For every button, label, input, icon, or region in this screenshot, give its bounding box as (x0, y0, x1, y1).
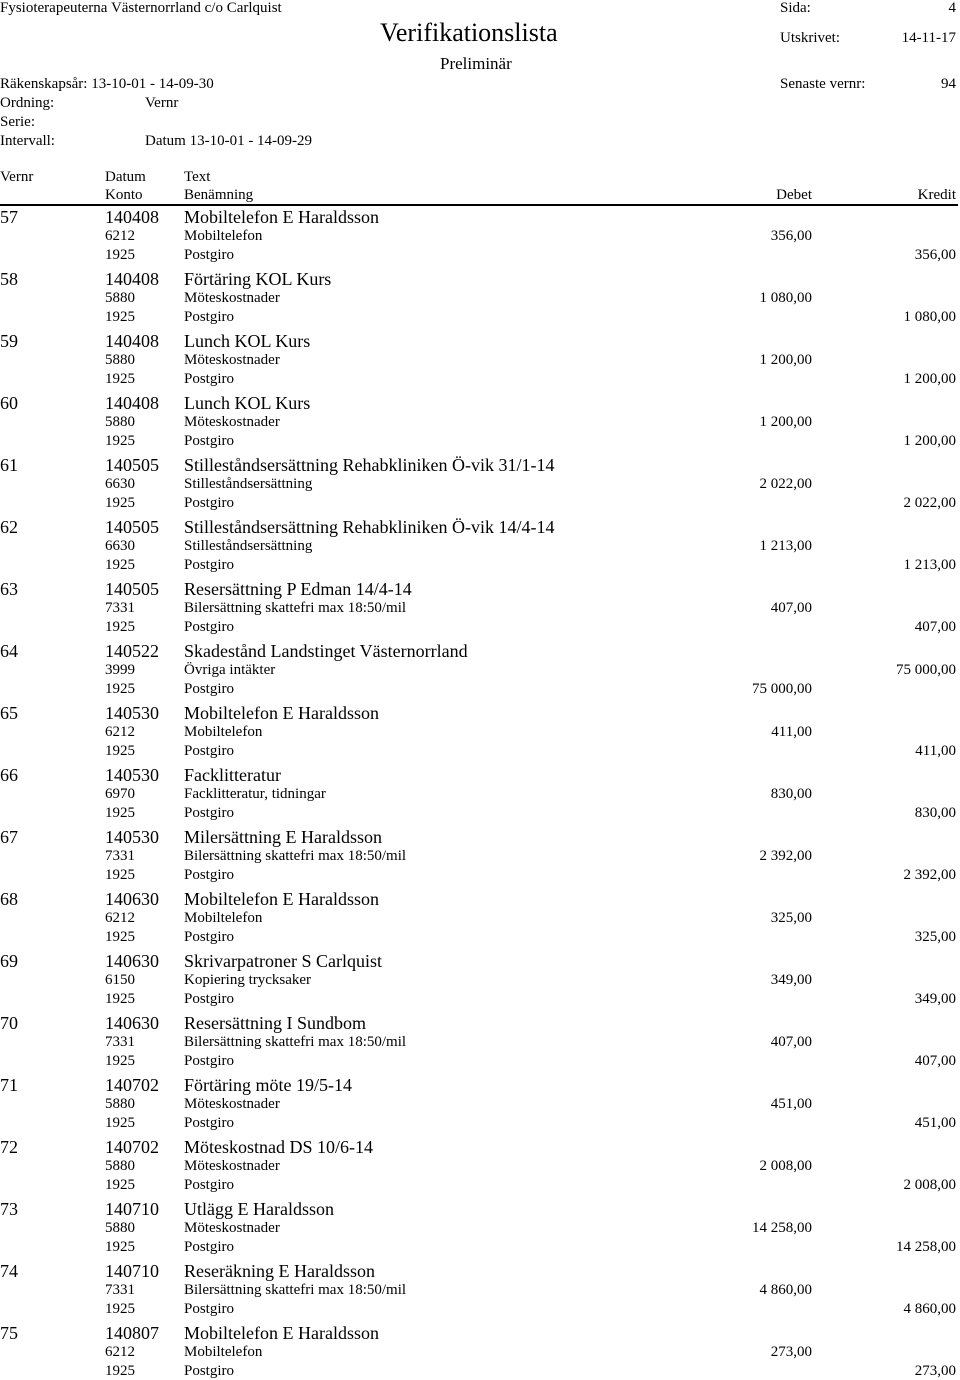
report-title: Verifikationslista (380, 18, 558, 47)
account-number: 1925 (105, 495, 135, 511)
account-number: 1925 (105, 433, 135, 449)
voucher-text: Facklitteratur (184, 765, 281, 785)
voucher-text: Mobiltelefon E Haraldsson (184, 703, 379, 723)
account-name: Postgiro (184, 1053, 235, 1069)
voucher-text: Reseräkning E Haraldsson (184, 1261, 375, 1281)
voucher-text: Skrivarpatroner S Carlquist (184, 951, 382, 971)
debit-amount: 14 258,00 (752, 1220, 812, 1236)
account-number: 1925 (105, 557, 135, 573)
debit-amount: 2 392,00 (759, 848, 812, 864)
voucher-date: 140630 (105, 951, 159, 971)
account-name: Möteskostnader (184, 1220, 280, 1236)
credit-amount: 1 080,00 (903, 309, 956, 325)
company-name: Fysioterapeuterna Västernorrland c/o Carlquist (0, 0, 282, 16)
account-number: 6630 (105, 538, 135, 554)
voucher-number: 66 (0, 765, 18, 785)
account-name: Stilleståndsersättning (184, 538, 313, 554)
voucher-text: Resersättning P Edman 14/4-14 (184, 579, 412, 599)
credit-amount: 830,00 (914, 805, 956, 821)
debit-amount: 1 200,00 (759, 414, 812, 430)
voucher-number: 61 (0, 455, 18, 475)
voucher-number: 62 (0, 517, 18, 537)
account-number: 5880 (105, 352, 135, 368)
account-number: 5880 (105, 1158, 135, 1174)
voucher-date: 140702 (105, 1075, 159, 1095)
account-number: 6212 (105, 724, 135, 740)
credit-amount: 356,00 (914, 247, 956, 263)
voucher-date: 140505 (105, 517, 159, 537)
voucher-text: Skadestånd Landstinget Västernorrland (184, 641, 468, 661)
voucher-text: Mobiltelefon E Haraldsson (184, 889, 379, 909)
account-number: 1925 (105, 1177, 135, 1193)
credit-amount: 451,00 (914, 1115, 956, 1131)
account-number: 6212 (105, 1344, 135, 1360)
voucher-number: 68 (0, 889, 18, 909)
voucher-date: 140530 (105, 765, 159, 785)
account-name: Möteskostnader (184, 1158, 280, 1174)
account-number: 1925 (105, 929, 135, 945)
account-number: 6970 (105, 786, 135, 802)
voucher-number: 64 (0, 641, 18, 661)
voucher-text: Möteskostnad DS 10/6-14 (184, 1137, 373, 1157)
voucher-number: 70 (0, 1013, 18, 1033)
voucher-date: 140530 (105, 827, 159, 847)
account-name: Postgiro (184, 557, 235, 573)
credit-amount: 1 200,00 (903, 371, 956, 387)
voucher-date: 140408 (105, 269, 159, 289)
voucher-text: Utlägg E Haraldsson (184, 1199, 334, 1219)
debit-amount: 349,00 (770, 972, 812, 988)
account-name: Möteskostnader (184, 414, 280, 430)
voucher-date: 140522 (105, 641, 159, 661)
report-subtitle: Preliminär (440, 54, 512, 73)
printed-date: 14-11-17 (901, 30, 956, 46)
account-name: Postgiro (184, 619, 235, 635)
debit-amount: 75 000,00 (752, 681, 812, 697)
account-number: 5880 (105, 290, 135, 306)
voucher-date: 140702 (105, 1137, 159, 1157)
account-name: Postgiro (184, 681, 235, 697)
credit-amount: 4 860,00 (903, 1301, 956, 1317)
credit-amount: 1 213,00 (903, 557, 956, 573)
account-number: 5880 (105, 1096, 135, 1112)
account-number: 1925 (105, 1115, 135, 1131)
account-name: Möteskostnader (184, 352, 280, 368)
account-number: 1925 (105, 743, 135, 759)
debit-amount: 356,00 (770, 228, 812, 244)
voucher-text: Mobiltelefon E Haraldsson (184, 207, 379, 227)
account-name: Bilersättning skattefri max 18:50/mil (184, 1034, 407, 1050)
account-name: Bilersättning skattefri max 18:50/mil (184, 848, 407, 864)
credit-amount: 411,00 (915, 743, 956, 759)
account-number: 6212 (105, 910, 135, 926)
voucher-text: Lunch KOL Kurs (184, 331, 311, 351)
voucher-number: 71 (0, 1075, 18, 1095)
voucher-date: 140710 (105, 1199, 159, 1219)
account-name: Bilersättning skattefri max 18:50/mil (184, 1282, 407, 1298)
debit-amount: 451,00 (770, 1096, 812, 1112)
account-name: Postgiro (184, 309, 235, 325)
col-kredit: Kredit (917, 187, 956, 203)
account-number: 1925 (105, 867, 135, 883)
col-vernr: Vernr (0, 169, 34, 185)
account-name: Postgiro (184, 371, 235, 387)
voucher-text: Stilleståndsersättning Rehabkliniken Ö-vik 31/1-14 (184, 455, 555, 475)
account-name: Postgiro (184, 1115, 235, 1131)
credit-amount: 349,00 (914, 991, 956, 1007)
account-name: Stilleståndsersättning (184, 476, 313, 492)
printed-label: Utskrivet: (780, 30, 840, 46)
voucher-date: 140807 (105, 1323, 159, 1343)
voucher-number: 57 (0, 207, 18, 227)
account-name: Mobiltelefon (184, 910, 263, 926)
account-number: 1925 (105, 371, 135, 387)
voucher-number: 74 (0, 1261, 18, 1281)
series-label: Serie: (0, 114, 35, 130)
account-number: 7331 (105, 1282, 135, 1298)
voucher-date: 140530 (105, 703, 159, 723)
interval-label: Intervall: (0, 133, 55, 149)
account-name: Möteskostnader (184, 290, 280, 306)
account-name: Kopiering trycksaker (184, 972, 312, 988)
debit-amount: 2 008,00 (759, 1158, 812, 1174)
debit-amount: 411,00 (771, 724, 812, 740)
account-number: 1925 (105, 1363, 135, 1379)
account-name: Facklitteratur, tidningar (184, 786, 326, 802)
account-name: Postgiro (184, 929, 235, 945)
voucher-number: 72 (0, 1137, 18, 1157)
debit-amount: 325,00 (770, 910, 812, 926)
account-number: 5880 (105, 414, 135, 430)
account-name: Bilersättning skattefri max 18:50/mil (184, 600, 407, 616)
account-name: Övriga intäkter (184, 662, 276, 678)
account-name: Postgiro (184, 247, 235, 263)
account-name: Postgiro (184, 1363, 235, 1379)
voucher-text: Lunch KOL Kurs (184, 393, 311, 413)
account-number: 1925 (105, 991, 135, 1007)
account-name: Mobiltelefon (184, 724, 263, 740)
account-number: 1925 (105, 681, 135, 697)
account-number: 1925 (105, 247, 135, 263)
voucher-text: Förtäring KOL Kurs (184, 269, 332, 289)
voucher-number: 60 (0, 393, 18, 413)
credit-amount: 2 022,00 (903, 495, 956, 511)
credit-amount: 407,00 (914, 619, 956, 635)
voucher-date: 140630 (105, 889, 159, 909)
account-name: Postgiro (184, 495, 235, 511)
debit-amount: 273,00 (770, 1344, 812, 1360)
voucher-date: 140505 (105, 579, 159, 599)
voucher-text: Resersättning I Sundbom (184, 1013, 366, 1033)
col-text: Text (184, 169, 211, 185)
voucher-number: 67 (0, 827, 18, 847)
voucher-text: Stilleståndsersättning Rehabkliniken Ö-vik 14/4-14 (184, 517, 555, 537)
account-number: 3999 (105, 662, 135, 678)
credit-amount: 273,00 (914, 1363, 956, 1379)
account-name: Postgiro (184, 1301, 235, 1317)
account-number: 7331 (105, 1034, 135, 1050)
voucher-number: 73 (0, 1199, 18, 1219)
debit-amount: 1 080,00 (759, 290, 812, 306)
voucher-date: 140630 (105, 1013, 159, 1033)
voucher-date: 140505 (105, 455, 159, 475)
credit-amount: 407,00 (914, 1053, 956, 1069)
account-number: 6150 (105, 972, 135, 988)
voucher-number: 65 (0, 703, 18, 723)
page-label: Sida: (780, 0, 811, 16)
account-name: Postgiro (184, 1239, 235, 1255)
credit-amount: 75 000,00 (896, 662, 956, 678)
col-konto: Konto (105, 187, 143, 203)
fiscal-year: Räkenskapsår: 13-10-01 - 14-09-30 (0, 76, 214, 92)
voucher-number: 75 (0, 1323, 18, 1343)
account-number: 7331 (105, 848, 135, 864)
voucher-number: 69 (0, 951, 18, 971)
debit-amount: 1 200,00 (759, 352, 812, 368)
col-debet: Debet (776, 187, 812, 203)
voucher-date: 140710 (105, 1261, 159, 1281)
order-label: Ordning: (0, 95, 55, 111)
account-name: Postgiro (184, 805, 235, 821)
credit-amount: 325,00 (914, 929, 956, 945)
account-name: Möteskostnader (184, 1096, 280, 1112)
account-number: 1925 (105, 1301, 135, 1317)
debit-amount: 830,00 (770, 786, 812, 802)
latest-vernr-label: Senaste vernr: (780, 76, 866, 92)
debit-amount: 2 022,00 (759, 476, 812, 492)
account-name: Postgiro (184, 433, 235, 449)
account-number: 1925 (105, 619, 135, 635)
account-number: 1925 (105, 1239, 135, 1255)
voucher-text: Mobiltelefon E Haraldsson (184, 1323, 379, 1343)
account-number: 1925 (105, 1053, 135, 1069)
order-value: Vernr (145, 95, 179, 111)
voucher-date: 140408 (105, 331, 159, 351)
voucher-text: Förtäring möte 19/5-14 (184, 1075, 352, 1095)
credit-amount: 14 258,00 (896, 1239, 956, 1255)
account-name: Postgiro (184, 991, 235, 1007)
col-datum: Datum (105, 169, 146, 185)
account-number: 1925 (105, 309, 135, 325)
account-name: Postgiro (184, 867, 235, 883)
account-number: 5880 (105, 1220, 135, 1236)
page-number: 4 (948, 0, 956, 16)
debit-amount: 407,00 (770, 600, 812, 616)
account-name: Mobiltelefon (184, 228, 263, 244)
account-name: Postgiro (184, 1177, 235, 1193)
voucher-date: 140408 (105, 207, 159, 227)
voucher-text: Milersättning E Haraldsson (184, 827, 382, 847)
account-name: Mobiltelefon (184, 1344, 263, 1360)
col-benamning: Benämning (184, 187, 254, 203)
voucher-number: 59 (0, 331, 18, 351)
credit-amount: 2 008,00 (903, 1177, 956, 1193)
account-name: Postgiro (184, 743, 235, 759)
voucher-date: 140408 (105, 393, 159, 413)
latest-vernr-value: 94 (941, 76, 956, 92)
voucher-number: 58 (0, 269, 18, 289)
voucher-number: 63 (0, 579, 18, 599)
account-number: 6212 (105, 228, 135, 244)
account-number: 1925 (105, 805, 135, 821)
credit-amount: 2 392,00 (903, 867, 956, 883)
account-number: 6630 (105, 476, 135, 492)
debit-amount: 1 213,00 (759, 538, 812, 554)
debit-amount: 4 860,00 (759, 1282, 812, 1298)
debit-amount: 407,00 (770, 1034, 812, 1050)
credit-amount: 1 200,00 (903, 433, 956, 449)
header-rule (0, 204, 958, 206)
interval-value: Datum 13-10-01 - 14-09-29 (145, 133, 313, 149)
account-number: 7331 (105, 600, 135, 616)
